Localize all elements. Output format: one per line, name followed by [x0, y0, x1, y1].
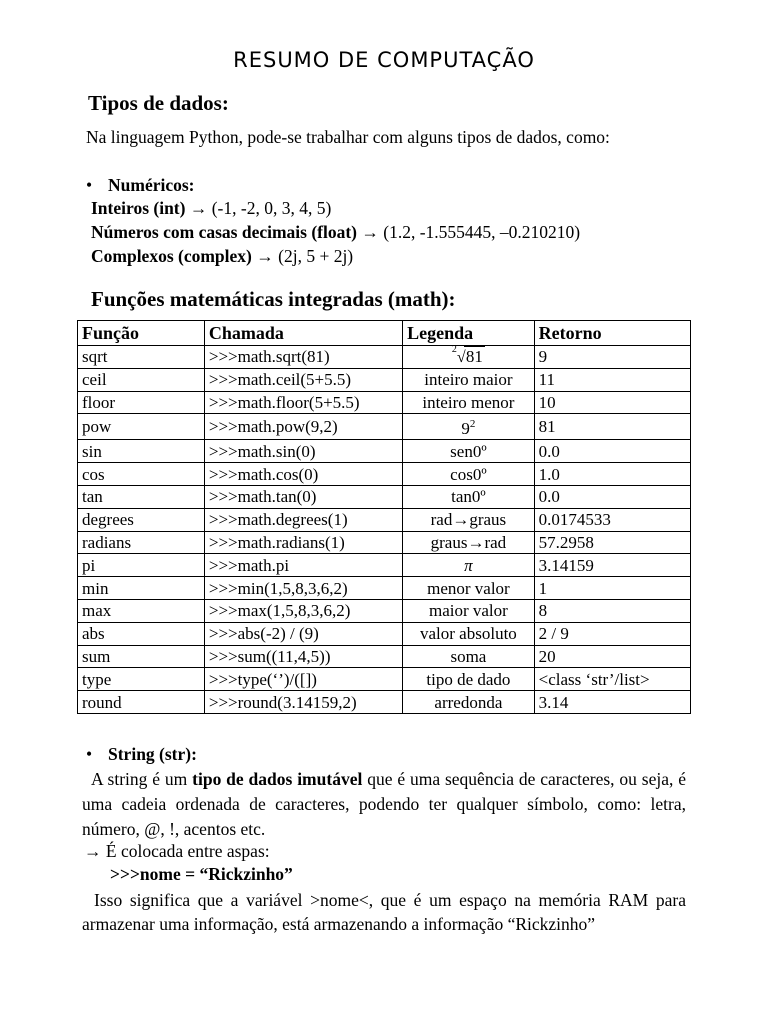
string-text-bold: tipo de dados imutável	[192, 769, 363, 789]
cell-function: sqrt	[78, 346, 205, 369]
type-line-complex	[91, 246, 353, 267]
cell-return: 81	[534, 414, 690, 440]
cell-legend	[403, 414, 535, 440]
cell-legend: tipo de dado	[403, 668, 535, 691]
cell-return: 3.14159	[534, 554, 690, 577]
cell-return: 3.14	[534, 691, 690, 714]
cell-return: 2 / 9	[534, 622, 690, 645]
cell-legend: valor absoluto	[403, 622, 535, 645]
cell-return: 1.0	[534, 463, 690, 486]
cell-call: >>>math.sqrt(81)	[204, 346, 402, 369]
cell-call: >>>sum((11,4,5))	[204, 645, 402, 668]
string-text-end: que é uma sequência de caracteres, ou seja, é uma cadeia ordenada de caracteres, podendo ter qualquer símbolo, como: letra, número, @, !, acentos etc.	[82, 769, 686, 839]
type-label: Números com casas decimais (float)	[91, 222, 358, 242]
cell-return: 10	[534, 391, 690, 414]
cell-function: pi	[78, 554, 205, 577]
header-call: Chamada	[204, 321, 402, 346]
cell-return: 0.0	[534, 440, 690, 463]
cell-function: min	[78, 577, 205, 600]
cell-call: >>>max(1,5,8,3,6,2)	[204, 599, 402, 622]
arrow-icon: →	[256, 246, 274, 266]
cell-call: >>>abs(-2) / (9)	[204, 622, 402, 645]
bullet-numeric	[86, 175, 195, 196]
table-header-row	[78, 321, 691, 346]
cell-call: >>>math.floor(5+5.5)	[204, 391, 402, 414]
cell-return: 9	[534, 346, 690, 369]
section-heading-data-types: Tipos de dados:	[88, 91, 229, 115]
cell-legend: menor valor	[403, 577, 535, 600]
cell-return: <class ‘str’/list>	[534, 668, 690, 691]
intro-paragraph: Na linguagem Python, pode-se trabalhar com alguns tipos de dados, como:	[86, 127, 610, 147]
cell-legend: sen0º	[403, 440, 535, 463]
cell-legend: tan0º	[403, 485, 535, 508]
cell-call: >>>math.pow(9,2)	[204, 414, 402, 440]
header-legend: Legenda	[403, 321, 535, 346]
type-line-float	[91, 222, 580, 243]
table-row	[78, 554, 691, 577]
cell-call: >>>min(1,5,8,3,6,2)	[204, 577, 402, 600]
bullet-dot-icon: •	[86, 175, 93, 195]
cell-return: 0.0174533	[534, 508, 690, 531]
header-function: Função	[78, 321, 205, 346]
header-return: Retorno	[534, 321, 690, 346]
cell-legend: cos0º	[403, 463, 535, 486]
table-row	[78, 440, 691, 463]
cell-legend: inteiro maior	[403, 368, 535, 391]
cell-function: sum	[78, 645, 205, 668]
cell-return: 0.0	[534, 485, 690, 508]
table-row	[78, 485, 691, 508]
cell-return: 1	[534, 577, 690, 600]
table-row	[78, 622, 691, 645]
bullet-string	[86, 744, 197, 765]
root-index: 2	[451, 344, 457, 356]
cell-call: >>>round(3.14159,2)	[204, 691, 402, 714]
table-row	[78, 645, 691, 668]
cell-legend	[403, 346, 535, 369]
cell-return: 57.2958	[534, 531, 690, 554]
arrow-icon: →	[361, 222, 379, 242]
cell-legend: rad→graus	[403, 508, 535, 531]
table-row	[78, 599, 691, 622]
code-example: >>>nome = “Rickzinho”	[110, 864, 293, 884]
cell-call: >>>math.sin(0)	[204, 440, 402, 463]
table-row	[78, 414, 691, 440]
math-functions-table	[77, 320, 691, 714]
bullet-dot-icon: •	[86, 744, 93, 764]
arrow-icon: →	[189, 198, 208, 218]
cell-legend: arredonda	[403, 691, 535, 714]
cell-function: floor	[78, 391, 205, 414]
table-row	[78, 691, 691, 714]
type-label: Complexos (complex)	[91, 246, 252, 266]
cell-function: ceil	[78, 368, 205, 391]
cell-call: >>>math.radians(1)	[204, 531, 402, 554]
cell-function: cos	[78, 463, 205, 486]
cell-call: >>>math.pi	[204, 554, 402, 577]
root-radicand: 81	[465, 347, 483, 367]
table-row	[78, 391, 691, 414]
cell-call: >>>math.cos(0)	[204, 463, 402, 486]
variable-explanation: Isso significa que a variável >nome<, que é um espaço na memória RAM para armazenar uma informação, está armazenando a informação “Rickzinho”	[82, 890, 686, 934]
type-label: Inteiros (int)	[91, 198, 186, 218]
string-text-start: A string é um	[91, 769, 193, 789]
cell-function: abs	[78, 622, 205, 645]
cell-function: radians	[78, 531, 205, 554]
table-row	[78, 463, 691, 486]
power-exponent: 2	[469, 418, 476, 431]
cell-call: >>>math.ceil(5+5.5)	[204, 368, 402, 391]
cell-function: max	[78, 599, 205, 622]
cell-call: >>>type(‘’)/([])	[204, 668, 402, 691]
cell-return: 20	[534, 645, 690, 668]
table-row	[78, 368, 691, 391]
bullet-numeric-label: Numéricos:	[108, 175, 195, 195]
string-paragraph	[82, 767, 686, 842]
cell-function: pow	[78, 414, 205, 440]
cell-call: >>>math.degrees(1)	[204, 508, 402, 531]
type-values: (2j, 5 + 2j)	[278, 246, 354, 266]
cell-function: sin	[78, 440, 205, 463]
section-heading-math: Funções matemáticas integradas (math):	[91, 287, 456, 311]
quotes-note: → É colocada entre aspas:	[84, 841, 270, 861]
table-row	[78, 531, 691, 554]
table-row	[78, 577, 691, 600]
cell-function: tan	[78, 485, 205, 508]
type-line-int	[91, 198, 331, 219]
cell-call: >>>math.tan(0)	[204, 485, 402, 508]
cell-legend: graus→rad	[403, 531, 535, 554]
type-values: (1.2, -1.555445, –0.210210)	[383, 222, 581, 242]
cell-function: degrees	[78, 508, 205, 531]
table-row	[78, 508, 691, 531]
cell-return: 11	[534, 368, 690, 391]
type-values: (-1, -2, 0, 3, 4, 5)	[211, 198, 332, 218]
page-title: RESUMO DE COMPUTAÇÃO	[233, 48, 535, 72]
table-row	[78, 668, 691, 691]
cell-legend: π	[403, 554, 535, 577]
bullet-string-label: String (str):	[108, 744, 197, 764]
table-row	[78, 346, 691, 369]
cell-legend: maior valor	[403, 599, 535, 622]
cell-legend: soma	[403, 645, 535, 668]
cell-function: type	[78, 668, 205, 691]
cell-return: 8	[534, 599, 690, 622]
square-root-expression: 2 √ 81	[452, 346, 485, 367]
power-base: 9	[461, 419, 470, 439]
cell-legend: inteiro menor	[403, 391, 535, 414]
cell-function: round	[78, 691, 205, 714]
